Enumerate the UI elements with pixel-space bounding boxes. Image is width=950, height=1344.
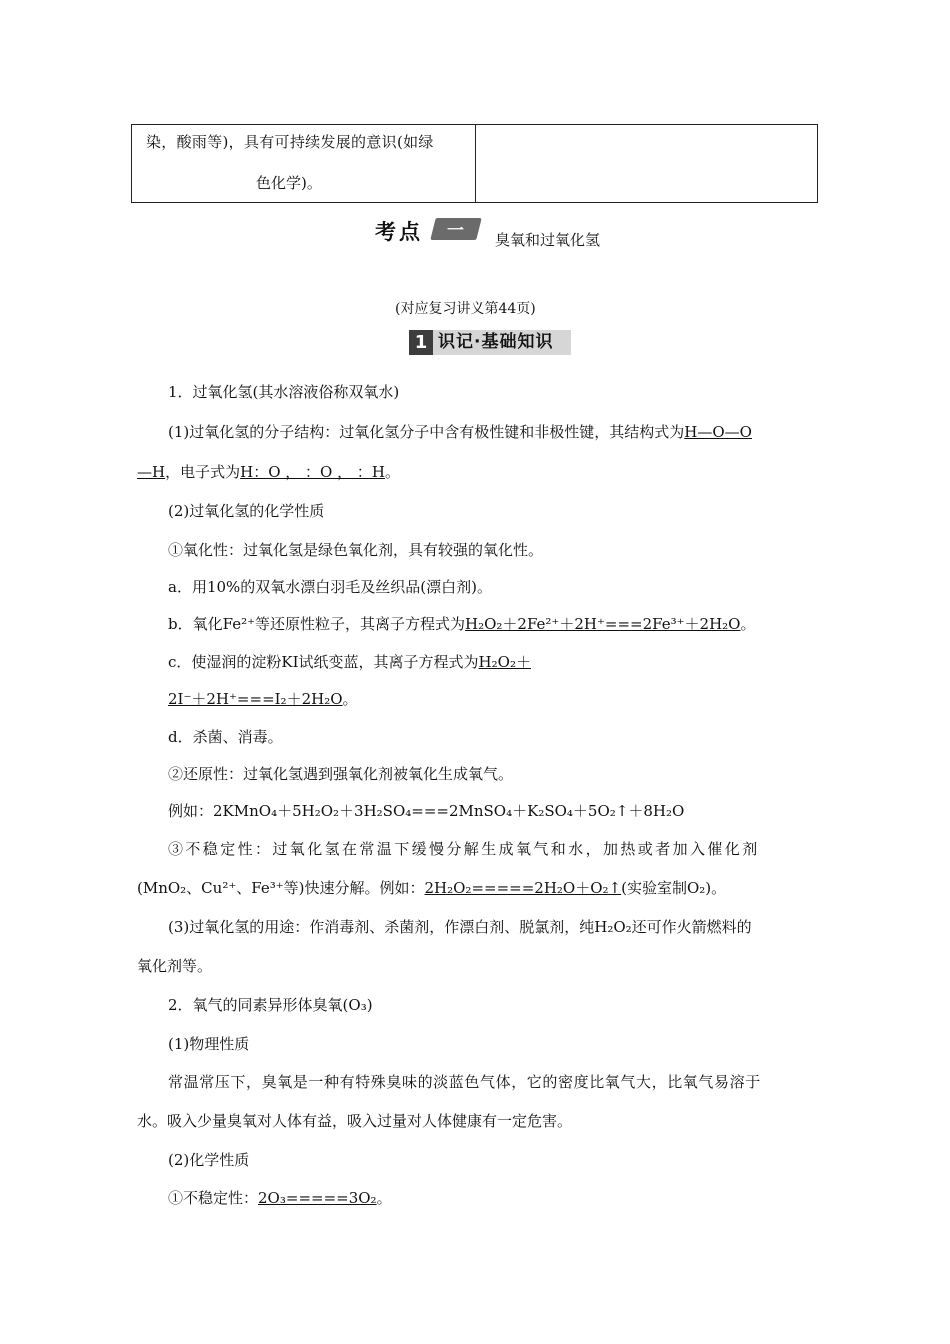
- answer-underline: 2O₃=====3O₂: [258, 1189, 377, 1207]
- table-divider: [475, 125, 476, 202]
- text-line: [168, 688, 358, 709]
- text-segment: (1)过氧化氢的分子结构：过氧化氢分子中含有极性键和非极性键，其结构式为: [168, 423, 685, 441]
- text-line: 氧化剂等。: [137, 957, 213, 975]
- text-line: a．用10%的双氧水漂白羽毛及丝织品(漂白剂)。: [168, 578, 492, 596]
- text-line: 水。吸入少量臭氧对人体有益，吸入过量对人体健康有一定危害。: [137, 1112, 573, 1130]
- section-number: 一: [447, 221, 464, 241]
- text-line: (3)过氧化氢的用途：作消毒剂、杀菌剂，作漂白剂、脱氯剂，纯H₂O₂还可作火箭燃料的: [168, 918, 752, 936]
- text-line: d．杀菌、消毒。: [168, 728, 283, 746]
- text-line: 常温常压下，臭氧是一种有特殊臭味的淡蓝色气体，它的密度比氧气大，比氧气易溶于: [168, 1073, 761, 1091]
- text-line: 2．氧气的同素异形体臭氧(O₃): [168, 996, 373, 1014]
- text-segment: b．氧化Fe²⁺等还原性粒子，其离子方程式为: [168, 615, 465, 633]
- text-line: 1．过氧化氢(其水溶液俗称双氧水): [168, 383, 400, 401]
- answer-underline: H₂O₂＋: [478, 653, 531, 671]
- section-subtitle: 臭氧和过氧化氢: [495, 231, 601, 249]
- text-segment: 。: [376, 1189, 392, 1207]
- text-segment: 。: [384, 463, 400, 481]
- text-segment: ①不稳定性：: [168, 1189, 259, 1207]
- text-line: [168, 1187, 392, 1208]
- text-line: ②还原性：过氧化氢遇到强氧化剂被氧化生成氧气。: [168, 765, 514, 783]
- answer-underline: H—O—O: [684, 423, 752, 441]
- reference-note: (对应复习讲义第44页): [395, 301, 536, 317]
- text-line: (2)过氧化氢的化学性质: [168, 502, 325, 520]
- text-segment: ，电子式为: [165, 463, 241, 481]
- text-line: [168, 421, 752, 442]
- text-segment: (MnO₂、Cu²⁺、Fe³⁺等)快速分解。例如：: [137, 879, 425, 897]
- answer-underline: 2H₂O₂=====2H₂O＋O₂↑: [424, 879, 622, 897]
- text-line: 例如：2KMnO₄＋5H₂O₂＋3H₂SO₄===2MnSO₄＋K₂SO₄＋5O₂↑＋8H₂O: [168, 802, 685, 820]
- text-segment: (实验室制O₂)。: [621, 879, 727, 897]
- text-line: ①氧化性：过氧化氢是绿色氧化剂，具有较强的氧化性。: [168, 541, 544, 559]
- knowledge-badge: [409, 330, 571, 355]
- text-segment: c．使湿润的淀粉KI试纸变蓝，其离子方程式为: [168, 653, 479, 671]
- section-label: 考点: [375, 220, 423, 244]
- table-cell-text-line1: 染，酸雨等)，具有可持续发展的意识(如绿: [146, 133, 434, 151]
- text-line: ③不稳定性：过氧化氢在常温下缓慢分解生成氧气和水，加热或者加入催化剂: [168, 840, 760, 858]
- table-fragment: [131, 124, 818, 203]
- badge-number: 1: [409, 330, 433, 355]
- answer-underline: H₂O₂＋2Fe²⁺＋2H⁺===2Fe³⁺＋2H₂O: [465, 615, 741, 633]
- text-line: [137, 461, 400, 482]
- answer-underline: H：O ， ：O ， ：H: [240, 463, 385, 481]
- text-line: (1)物理性质: [168, 1035, 250, 1053]
- badge-text: 识记·基础知识: [433, 330, 571, 355]
- answer-underline: —H: [137, 463, 166, 481]
- answer-underline: 2I⁻＋2H⁺===I₂＋2H₂O: [168, 690, 343, 708]
- text-line: (2)化学性质: [168, 1151, 250, 1169]
- text-segment: 。: [740, 615, 756, 633]
- text-segment: 。: [342, 690, 358, 708]
- text-line: [168, 651, 531, 672]
- text-line: [137, 877, 726, 898]
- text-line: [168, 613, 755, 634]
- table-cell-text-line2: 色化学)。: [256, 174, 322, 192]
